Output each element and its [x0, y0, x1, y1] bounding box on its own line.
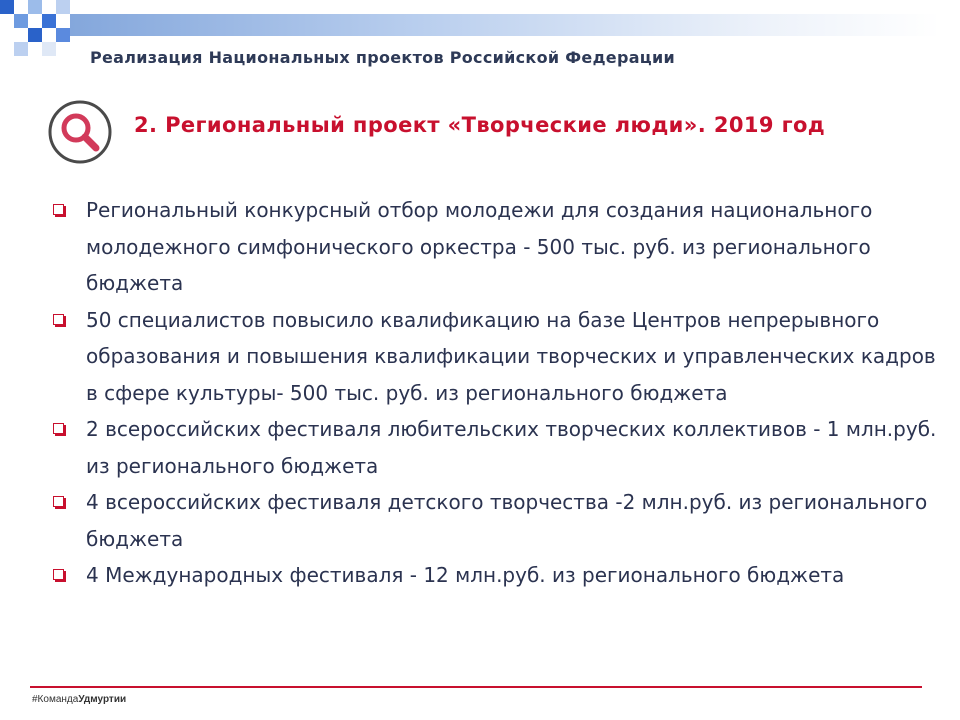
search-icon	[48, 100, 112, 164]
list-item-text: 2 всероссийских фестиваля любительских творческих коллективов - 1 млн.руб. из регионального бюджета	[86, 417, 937, 478]
checkbox-bullet-icon	[53, 423, 64, 434]
footer-hashtag	[32, 694, 126, 705]
footer-divider	[30, 686, 922, 688]
list-item-text: 4 всероссийских фестиваля детского творчества -2 млн.руб. из регионального бюджета	[86, 490, 928, 551]
header-gradient-bar	[70, 14, 940, 36]
list-item-text: 50 специалистов повысило квалификацию на базе Центров непрерывного образования и повышения квалификации творческих и управленческих кадров в сфере культуры- 500 тыс. руб. из регионального бюджета	[86, 307, 936, 405]
hashtag-bold: Удмуртии	[78, 694, 127, 705]
page-subtitle: Реализация Национальных проектов Российской Федерации	[90, 48, 675, 67]
list-item-text: Региональный конкурсный отбор молодежи для создания национального молодежного симфонического оркестра - 500 тыс. руб. из регионального бюджета	[86, 198, 873, 295]
list-item	[50, 557, 940, 594]
project-items-list	[50, 192, 940, 594]
page-title: 2. Региональный проект «Творческие люди». 2019 год	[134, 113, 826, 137]
list-item-text: 4 Международных фестиваля - 12 млн.руб. из регионального бюджета	[86, 563, 845, 587]
checkbox-bullet-icon	[53, 569, 64, 580]
hashtag-prefix: #Команда	[32, 694, 79, 705]
list-item	[50, 411, 940, 484]
checkbox-bullet-icon	[53, 496, 64, 507]
list-item	[50, 484, 940, 557]
list-item	[50, 192, 940, 302]
checkbox-bullet-icon	[53, 314, 64, 325]
list-item	[50, 302, 940, 412]
checkbox-bullet-icon	[53, 204, 64, 215]
